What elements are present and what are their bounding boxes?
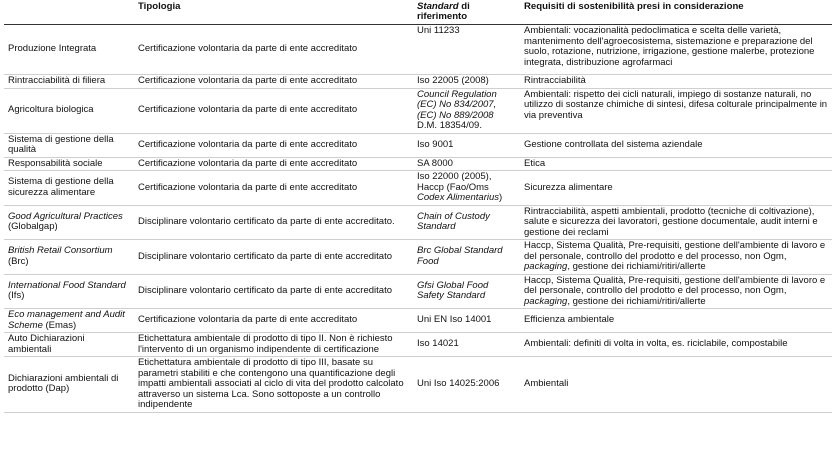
row-requisiti-a: Haccp, Sistema Qualità, Pre-requisiti, gestione dell'ambiente di lavoro e del personale, controllo del prodotto e del processo, non Ogm, [524,240,826,262]
row-requisiti: Sicurezza alimentare [520,171,832,206]
row-requisiti: Ambientali [520,357,832,413]
row-standard-italic: Council Regulation (EC) No 834/2007, (EC) No 889/2008 [417,88,497,121]
header-standard-rest: di riferimento [417,1,470,22]
row-standard: SA 8000 [413,157,520,171]
row-name: Sistema di gestione della sicurezza alimentare [4,171,134,206]
table-row [4,171,832,206]
row-name: Responsabilità sociale [4,157,134,171]
row-standard-italic: Codex Alimentarius [417,192,500,203]
certification-table [4,0,832,413]
table-row [4,309,832,333]
row-name: Agricoltura biologica [4,88,134,133]
row-requisiti-b: , gestione dei richiami/ritiri/allerte [567,261,706,272]
row-standard-close: ) [499,192,503,203]
row-requisiti-italic: packaging [524,261,568,272]
row-tipologia: Etichettatura ambientale di prodotto di tipo II. Non è richiesto l'intervento di un organismo indipendente di certificazione [134,333,413,357]
table-row [4,240,832,275]
header-standard-italic: Standard [417,1,459,12]
row-standard: Iso 9001 [413,133,520,157]
table-header [4,0,832,25]
row-requisiti: Ambientali: rispetto dei cicli naturali, impiego di sostanze naturali, no utilizzo di sostanze chimiche di sintesi, difesa colturale principalmente in via preventiva [520,88,832,133]
row-requisiti [520,274,832,309]
row-standard: Iso 14021 [413,333,520,357]
row-tipologia: Certificazione volontaria da parte di ente accreditato [134,309,413,333]
row-name-italic: British Retail Consortium [8,245,113,257]
row-requisiti [520,240,832,275]
row-tipologia: Certificazione volontaria da parte di ente accreditato [134,171,413,206]
table-row [4,357,832,413]
row-name: Sistema di gestione della qualità [4,133,134,157]
row-tipologia: Certificazione volontaria da parte di ente accreditato [134,88,413,133]
row-tipologia: Etichettatura ambientale di prodotto di tipo III, basate su parametri stabiliti e che contengono una quantificazione degli impatti ambientali associati al ciclo di vita del prodotto calcolato attraverso un sistema Lca. Sono sottoposte a un controllo indipendente [134,357,413,413]
row-requisiti: Ambientali: definiti di volta in volta, es. riciclabile, compostabile [520,333,832,357]
header-standard [413,0,520,25]
row-standard-plain: Iso 22000 (2005), Haccp (Fao/Oms [417,171,492,193]
table-row [4,88,832,133]
row-name-rest: (Brc) [8,255,29,267]
row-name [4,309,134,333]
row-standard: Chain of Custody Standard [413,205,520,240]
row-name-italic: Eco management and Audit Scheme [8,309,125,331]
row-name-italic: International Food Standard [8,279,126,291]
row-tipologia: Certificazione volontaria da parte di ente accreditato [134,133,413,157]
row-requisiti: Efficienza ambientale [520,309,832,333]
row-tipologia: Certificazione volontaria da parte di ente accreditato [134,157,413,171]
row-requisiti: Rintracciabilità [520,75,832,89]
row-requisiti: Etica [520,157,832,171]
row-requisiti: Gestione controllata del sistema aziendale [520,133,832,157]
table-row [4,25,832,75]
row-requisiti: Rintracciabilità, aspetti ambientali, prodotto (tecniche di coltivazione), salute e sicurezza dei lavoratori, gestione documentale, audit interni e gestione dei reclami [520,205,832,240]
row-requisiti-b: , gestione dei richiami/ritiri/allerte [567,295,706,307]
row-tipologia: Disciplinare volontario certificato da parte di ente accreditato [134,274,413,309]
table-row [4,274,832,309]
row-standard [413,171,520,206]
row-name-rest: (Emas) [42,319,77,331]
row-name [4,274,134,309]
row-name-rest: (Ifs) [8,290,25,302]
row-standard: Uni 11233 [413,25,520,75]
row-name: Produzione Integrata [4,25,134,75]
row-standard: Gfsi Global Food Safety Standard [413,274,520,309]
row-standard [413,88,520,133]
row-requisiti-italic: packaging [524,295,568,307]
row-standard: Uni EN Iso 14001 [413,309,520,333]
row-tipologia: Certificazione volontaria da parte di ente accreditato [134,75,413,89]
row-name-italic: Good Agricultural Practices [8,210,123,222]
table-row [4,333,832,357]
row-tipologia: Disciplinare volontario certificato da parte di ente accreditato. [134,205,413,240]
header-row [4,0,832,25]
row-tipologia: Disciplinare volontario certificato da parte di ente accreditato [134,240,413,275]
header-tipologia: Tipologia [134,0,413,25]
row-requisiti: Ambientali: vocazionalità pedoclimatica e scelta delle varietà, mantenimento dell'agroecosistema, sistemazione e preparazione del suolo, rotazione, nutrizione, irrigazione, gestione malerbe, protezione integrata, distribuzione agrofarmaci [520,25,832,75]
header-empty [4,0,134,25]
row-standard: Iso 22005 (2008) [413,75,520,89]
table-row [4,157,832,171]
row-name: Rintracciabilità di filiera [4,75,134,89]
header-requisiti: Requisiti di sostenibilità presi in considerazione [520,0,832,25]
row-name [4,205,134,240]
table-row [4,133,832,157]
row-name: Auto Dichiarazioni ambientali [4,333,134,357]
row-tipologia: Certificazione volontaria da parte di ente accreditato [134,25,413,75]
row-requisiti-a: Haccp, Sistema Qualità, Pre-requisiti, gestione dell'ambiente di lavoro e del personale, controllo del prodotto e del processo, non Ogm, [524,274,826,296]
row-name: Dichiarazioni ambientali di prodotto (Dap) [4,357,134,413]
table-body [4,25,832,413]
row-standard: Brc Global Standard Food [413,240,520,275]
table-row [4,75,832,89]
row-name [4,240,134,275]
row-standard-rest: D.M. 18354/09. [417,120,482,131]
row-standard: Uni Iso 14025:2006 [413,357,520,413]
table-row [4,205,832,240]
row-name-rest: (Globalgap) [8,221,58,233]
